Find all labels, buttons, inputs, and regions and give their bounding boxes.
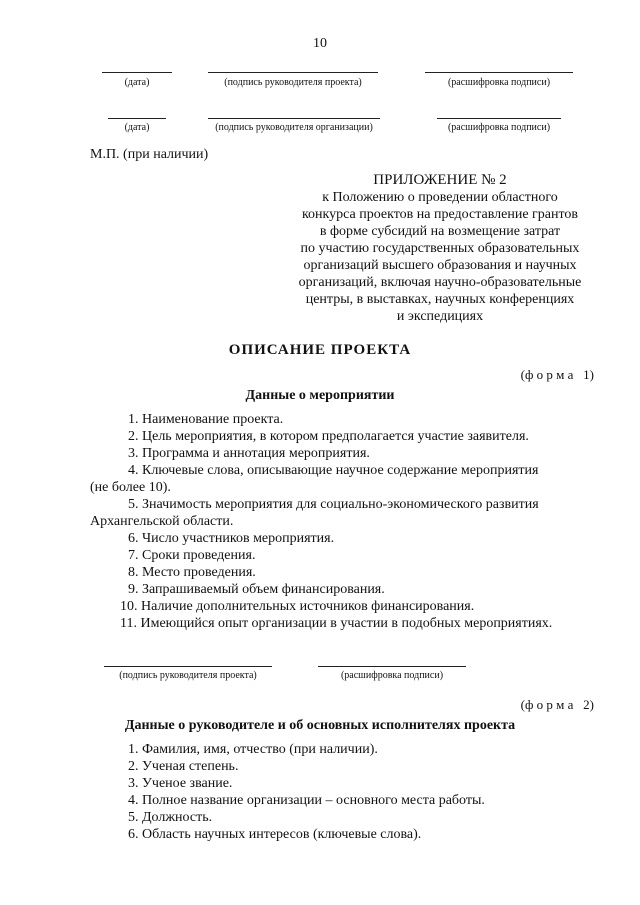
- decoding-line: [425, 72, 573, 73]
- list-item: 7. Сроки проведения.: [128, 548, 256, 563]
- date-line: [102, 72, 172, 73]
- form2-heading: Данные о руководителе и об основных исполнителях проекта: [124, 718, 516, 733]
- list-item: 3. Ученое звание.: [128, 776, 233, 791]
- list-item: 2. Ученая степень.: [128, 759, 239, 774]
- appendix-line: организаций высшего образования и научных: [303, 258, 577, 273]
- stamp-note: М.П. (при наличии): [90, 147, 209, 162]
- form1-heading: Данные о мероприятии: [245, 388, 395, 403]
- list-item: 1. Фамилия, имя, отчество (при наличии).: [128, 742, 378, 757]
- list-item: 4. Полное название организации – основного места работы.: [128, 793, 485, 808]
- form1-label: (ф о р м а 1): [520, 367, 594, 382]
- appendix-line: в форме субсидий на возмещение затрат: [319, 224, 561, 239]
- appendix-line: центры, в выставках, научных конференциях: [305, 292, 575, 307]
- list-item-continuation: Архангельской области.: [90, 514, 234, 529]
- list-item: 9. Запрашиваемый объем финансирования.: [128, 582, 385, 597]
- appendix-block: [270, 171, 610, 325]
- list-item: 6. Число участников мероприятия.: [128, 531, 335, 546]
- main-title: ОПИСАНИЕ ПРОЕКТА: [228, 342, 412, 358]
- list-item: 4. Ключевые слова, описывающие научное содержание мероприятия: [128, 463, 539, 478]
- appendix-line: к Положению о проведении областного: [322, 190, 558, 205]
- signature-caption: (подпись руководителя организации): [215, 122, 373, 133]
- decoding-caption: (расшифровка подписи): [340, 670, 444, 681]
- list-item: 5. Должность.: [128, 810, 213, 825]
- signature-line: [208, 72, 378, 73]
- signature-line: [104, 666, 272, 667]
- appendix-line: и экспедициях: [396, 309, 484, 324]
- list-item: 5. Значимость мероприятия для социально-экономического развития: [128, 497, 539, 512]
- signature-caption: (подпись руководителя проекта): [119, 670, 257, 681]
- list-item: 8. Место проведения.: [128, 565, 256, 580]
- list-item: 10. Наличие дополнительных источников финансирования.: [120, 599, 475, 614]
- signature-line: [208, 118, 380, 119]
- decoding-line: [318, 666, 466, 667]
- signature-caption: (подпись руководителя проекта): [224, 77, 362, 88]
- page-number: 10: [313, 36, 327, 51]
- list-item: 11. Имеющийся опыт организации в участии в подобных мероприятиях.: [120, 616, 553, 631]
- list-item-continuation: (не более 10).: [90, 480, 171, 495]
- list-item: 3. Программа и аннотация мероприятия.: [128, 446, 370, 461]
- appendix-title: ПРИЛОЖЕНИЕ № 2: [373, 172, 507, 188]
- list-item: 1. Наименование проекта.: [128, 412, 284, 427]
- date-caption: (дата): [124, 122, 150, 133]
- list-item: 2. Цель мероприятия, в котором предполагается участие заявителя.: [128, 429, 529, 444]
- appendix-line: организаций, включая научно-образовательные: [298, 275, 582, 290]
- form2-list: [90, 741, 600, 843]
- appendix-line: конкурса проектов на предоставление грантов: [301, 207, 579, 222]
- date-line: [108, 118, 166, 119]
- form2-label: (ф о р м а 2): [520, 697, 594, 712]
- decoding-caption: (расшифровка подписи): [447, 77, 551, 88]
- list-item: 6. Область научных интересов (ключевые слова).: [128, 827, 422, 842]
- date-caption: (дата): [124, 77, 150, 88]
- appendix-line: по участию государственных образовательных: [300, 241, 580, 256]
- form1-list: [90, 411, 600, 632]
- decoding-caption: (расшифровка подписи): [447, 122, 551, 133]
- decoding-line: [437, 118, 561, 119]
